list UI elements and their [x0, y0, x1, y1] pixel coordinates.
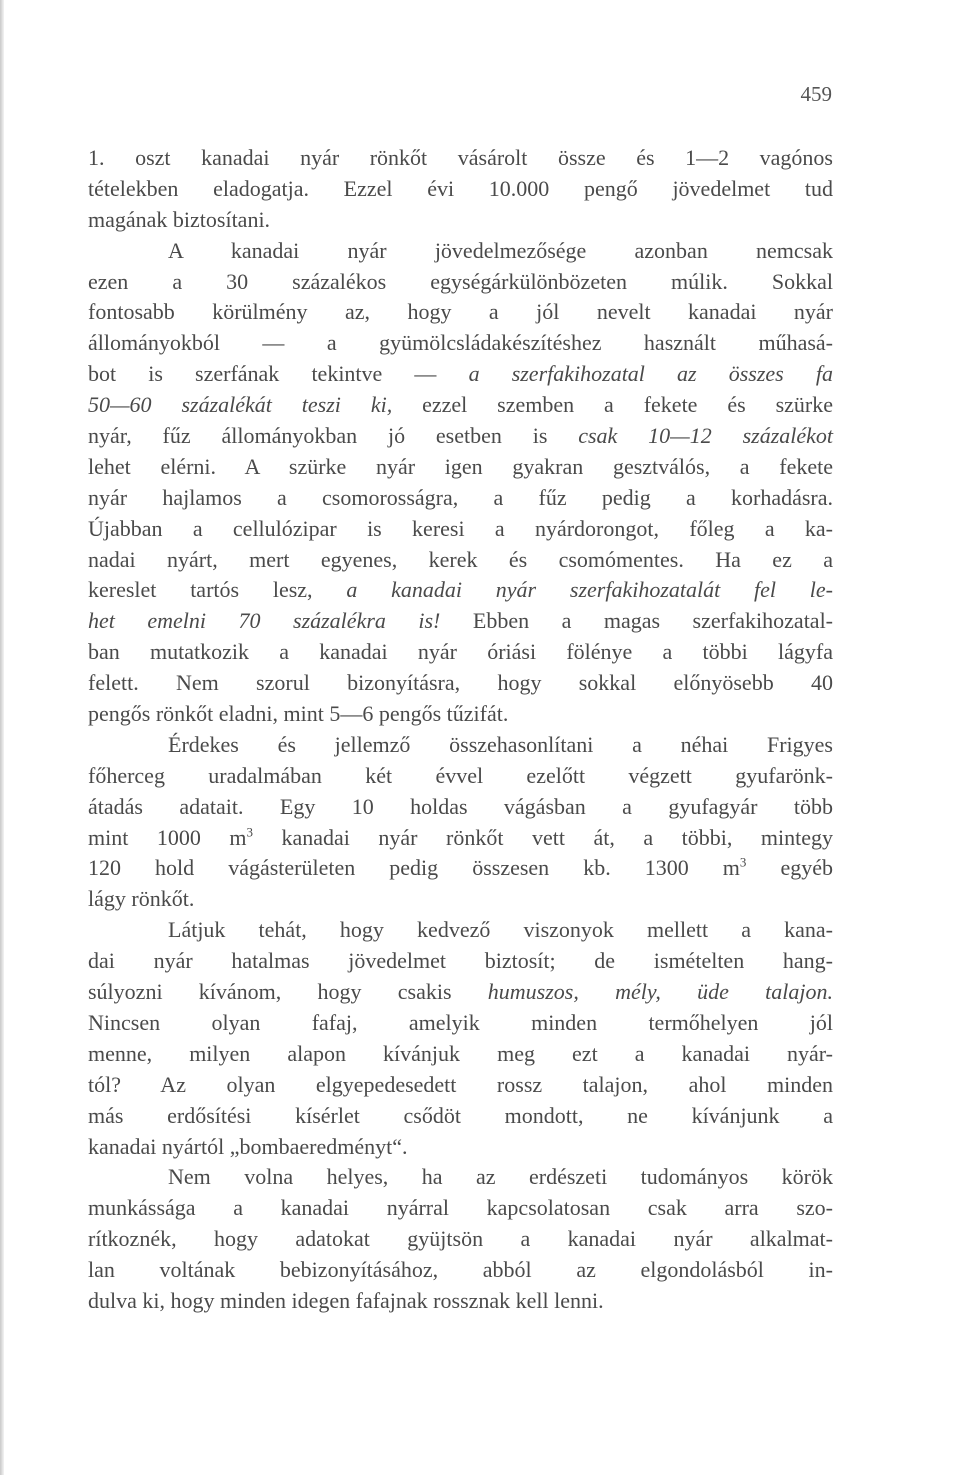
text-line: dai nyár hatalmas jövedelmet biztosít; de ismételten hang- — [88, 948, 833, 974]
text-line: Látjuk tehát, hogy kedvező viszonyok mellett a kana- — [168, 917, 833, 943]
text-line: 1. oszt kanadai nyár rönkőt vásárolt össze és 1—2 vagónos — [88, 145, 833, 170]
text-line: Nincsen olyan fafaj, amelyik minden termőhelyen jól — [88, 1009, 833, 1035]
text-line: dulva ki, hogy minden idegen fafajnak rossznak kell lenni. — [88, 1287, 604, 1313]
text-line: Újabban a cellulózipar is keresi a nyárdorongot, főleg a ka- — [88, 515, 833, 541]
text-line: fontosabb körülmény az, hogy a jól nevelt kanadai nyár — [88, 299, 833, 325]
text-line: nyár hajlamos a csomorosságra, a fűz pedig a korhadásra. — [88, 484, 833, 510]
page-edge — [0, 0, 4, 1475]
text-line: Nem volna helyes, ha az erdészeti tudományos körök — [168, 1164, 833, 1190]
text-line: más erdősítési kísérlet csődöt mondott, ne kívánjunk a — [88, 1102, 833, 1128]
text-line: A kanadai nyár jövedelmezősége azonban nemcsak — [168, 237, 833, 263]
text-line: lehet elérni. A szürke nyár igen gyakran gesztválós, a fekete — [88, 453, 833, 479]
text-line: rítkoznék, hogy adatokat gyüjtsön a kanadai nyár alkalmat- — [88, 1226, 833, 1252]
text-line: tételekben eladogatja. Ezzel évi 10.000 pengő jövedelmet tud — [88, 175, 833, 201]
text-line: átadás adatait. Egy 10 holdas vágásban a gyufagyár több — [88, 793, 833, 819]
text-line: ban mutatkozik a kanadai nyár óriási fölénye a többi lágyfa — [88, 639, 833, 665]
text-line: kereslet tartós lesz, a kanadai nyár szerfakihozatalát fel le- — [88, 577, 833, 603]
text-line: főherceg uradalmában két évvel ezelőtt végzett gyufarönk- — [88, 762, 833, 788]
text-line: 50—60 százalékát teszi ki, ezzel szemben a fekete és szürke — [88, 392, 833, 418]
text-line: kanadai nyártól „bombaeredményt“. — [88, 1133, 408, 1159]
text-line: magának biztosítani. — [88, 206, 271, 232]
text-line: ezen a 30 százalékos egységárkülönbözeten múlik. Sokkal — [88, 268, 833, 294]
body-text — [88, 143, 833, 1317]
text-line: lan voltának bebizonyításához, abból az elgondolásból in- — [88, 1257, 833, 1283]
text-line: pengős rönkőt eladni, mint 5—6 pengős tűzifát. — [88, 701, 509, 727]
text-line: munkássága a kanadai nyárral kapcsolatosan csak arra szo- — [88, 1195, 833, 1221]
text-line: het emelni 70 százalékra is! Ebben a magas szerfakihozatal- — [88, 608, 834, 634]
text-line: Érdekes és jellemző összehasonlítani a néhai Frigyes — [168, 731, 833, 757]
text-line: súlyozni kívánom, hogy csakis humuszos, mély, üde talajon. — [88, 979, 833, 1005]
text-line: 120 hold vágásterületen pedig összesen kb. 1300 $m^3$ egyéb — [88, 855, 833, 881]
text-line: menne, milyen alapon kívánjuk meg ezt a kanadai nyár- — [88, 1040, 833, 1066]
text-line: felett. Nem szorul bizonyításra, hogy sokkal előnyösebb 40 — [88, 670, 833, 696]
text-line: mint 1000 $m^3$ kanadai nyár rönkőt vett át, a többi, mintegy — [88, 824, 833, 850]
text-line: nadai nyárt, mert egyenes, kerek és csomómentes. Ha ez a — [88, 546, 833, 572]
text-line: tól? Az olyan elgyepedesedett rossz talajon, ahol minden — [88, 1071, 833, 1097]
text-line: bot is szerfának tekintve — a szerfakihozatal az összes fa — [88, 361, 833, 387]
page-number: 459 — [800, 82, 832, 106]
text-line: állományokból — a gyümölcsládakészítéshez használt műhasá- — [88, 330, 833, 356]
text-line: lágy rönkőt. — [88, 886, 195, 912]
text-line: nyár, fűz állományokban jó esetben is csak 10—12 százalékot — [88, 423, 834, 449]
